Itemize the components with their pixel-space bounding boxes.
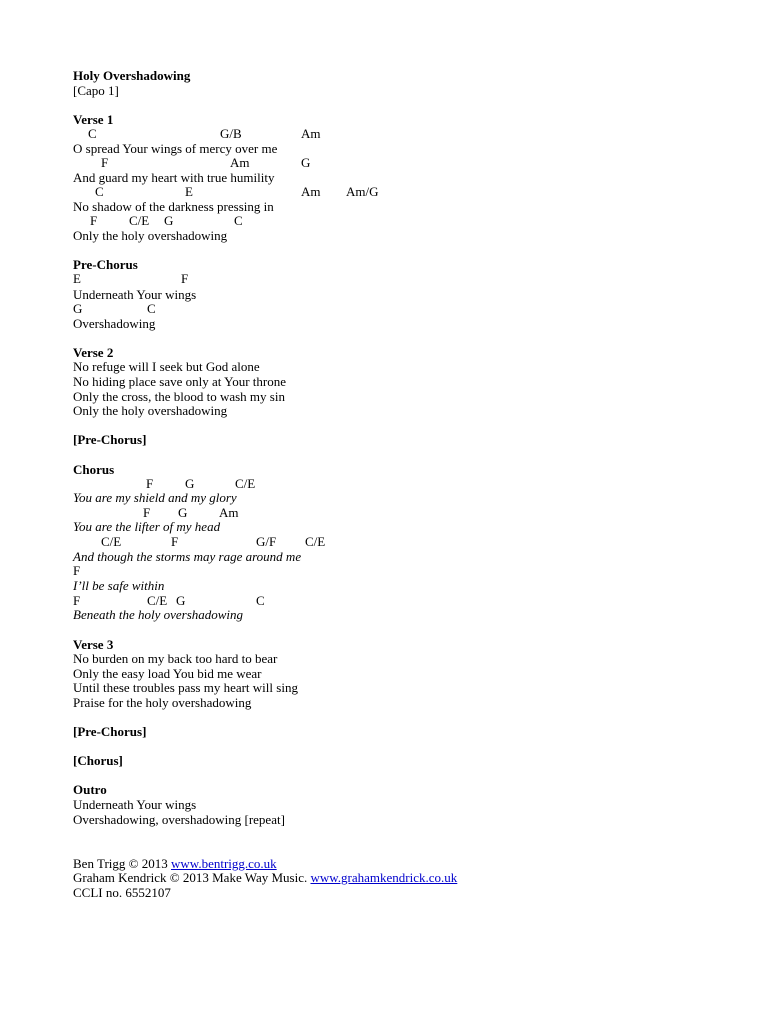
chord: F (73, 563, 81, 578)
verse1-heading: Verse 1 (73, 112, 114, 127)
chord: F (171, 534, 179, 549)
chord: E (185, 184, 193, 199)
song-title: Holy Overshadowing (73, 68, 191, 83)
lyric-line: Only the easy load You bid me wear (73, 666, 262, 681)
lyric-line: Overshadowing, overshadowing [repeat] (73, 812, 285, 827)
lyric-line: I’ll be safe within (73, 578, 165, 593)
chord: Am (230, 155, 250, 170)
chord: C (234, 213, 243, 228)
lyric-line: Only the cross, the blood to wash my sin (73, 389, 285, 404)
lyric-line: No hiding place save only at Your throne (73, 374, 287, 389)
chord: F (101, 155, 109, 170)
credit-text: Ben Trigg © 2013 (73, 856, 172, 871)
chord: C (147, 301, 156, 316)
chord: C/E (235, 476, 256, 491)
chord: G/B (220, 126, 242, 141)
chord: F (73, 593, 81, 608)
chord: E (73, 271, 81, 286)
lyric-line: You are my shield and my glory (73, 490, 237, 505)
chord: G (301, 155, 311, 170)
prechorus-repeat: [Pre-Chorus] (73, 432, 147, 447)
chord: Am/G (346, 184, 379, 199)
credit-line (73, 856, 277, 871)
chord: G (178, 505, 188, 520)
chord: G (73, 301, 83, 316)
outro-heading: Outro (73, 782, 107, 797)
credit-line (73, 870, 457, 885)
chord: Am (301, 126, 321, 141)
verse2-heading: Verse 2 (73, 345, 114, 360)
chorus-heading: Chorus (73, 462, 115, 477)
chord: G (185, 476, 195, 491)
chord: G (176, 593, 186, 608)
ccli-number: CCLI no. 6552107 (73, 885, 171, 900)
lyric-line: Only the holy overshadowing (73, 228, 228, 243)
lyric-line: Only the holy overshadowing (73, 403, 228, 418)
lyric-line: And guard my heart with true humility (73, 170, 275, 185)
chord: G (164, 213, 174, 228)
lyric-line: Underneath Your wings (73, 797, 197, 812)
grahamkendrick-link[interactable]: www.grahamkendrick.co.uk (310, 870, 458, 885)
lyric-line: Praise for the holy overshadowing (73, 695, 252, 710)
lyric-line: Underneath Your wings (73, 287, 197, 302)
chord: F (146, 476, 154, 491)
chord: C/E (101, 534, 122, 549)
lyric-line: Beneath the holy overshadowing (73, 607, 244, 622)
lyric-line: You are the lifter of my head (73, 519, 221, 534)
chord: F (90, 213, 98, 228)
lyric-line: And though the storms may rage around me (73, 549, 302, 564)
chord: C/E (305, 534, 326, 549)
chord: C/E (129, 213, 150, 228)
chord: C (88, 126, 97, 141)
lyric-line: Overshadowing (73, 316, 156, 331)
prechorus-heading: Pre-Chorus (73, 257, 138, 272)
chord: Am (219, 505, 239, 520)
chord: Am (301, 184, 321, 199)
chorus-repeat: [Chorus] (73, 753, 123, 768)
chord: C/E (147, 593, 168, 608)
bentrigg-link[interactable]: www.bentrigg.co.uk (171, 856, 277, 871)
chord: C (95, 184, 104, 199)
lyric-line: No refuge will I seek but God alone (73, 359, 260, 374)
capo-note: [Capo 1] (73, 83, 119, 98)
chord: G/F (256, 534, 277, 549)
prechorus-repeat: [Pre-Chorus] (73, 724, 147, 739)
verse3-heading: Verse 3 (73, 637, 114, 652)
chord: C (256, 593, 265, 608)
lyric-line: Until these troubles pass my heart will sing (73, 680, 298, 695)
lyric-line: No shadow of the darkness pressing in (73, 199, 274, 214)
lyric-line: O spread Your wings of mercy over me (73, 141, 278, 156)
chord: F (143, 505, 151, 520)
lyric-line: No burden on my back too hard to bear (73, 651, 278, 666)
chord: F (181, 271, 189, 286)
credit-text: Graham Kendrick © 2013 Make Way Music. (73, 870, 311, 885)
